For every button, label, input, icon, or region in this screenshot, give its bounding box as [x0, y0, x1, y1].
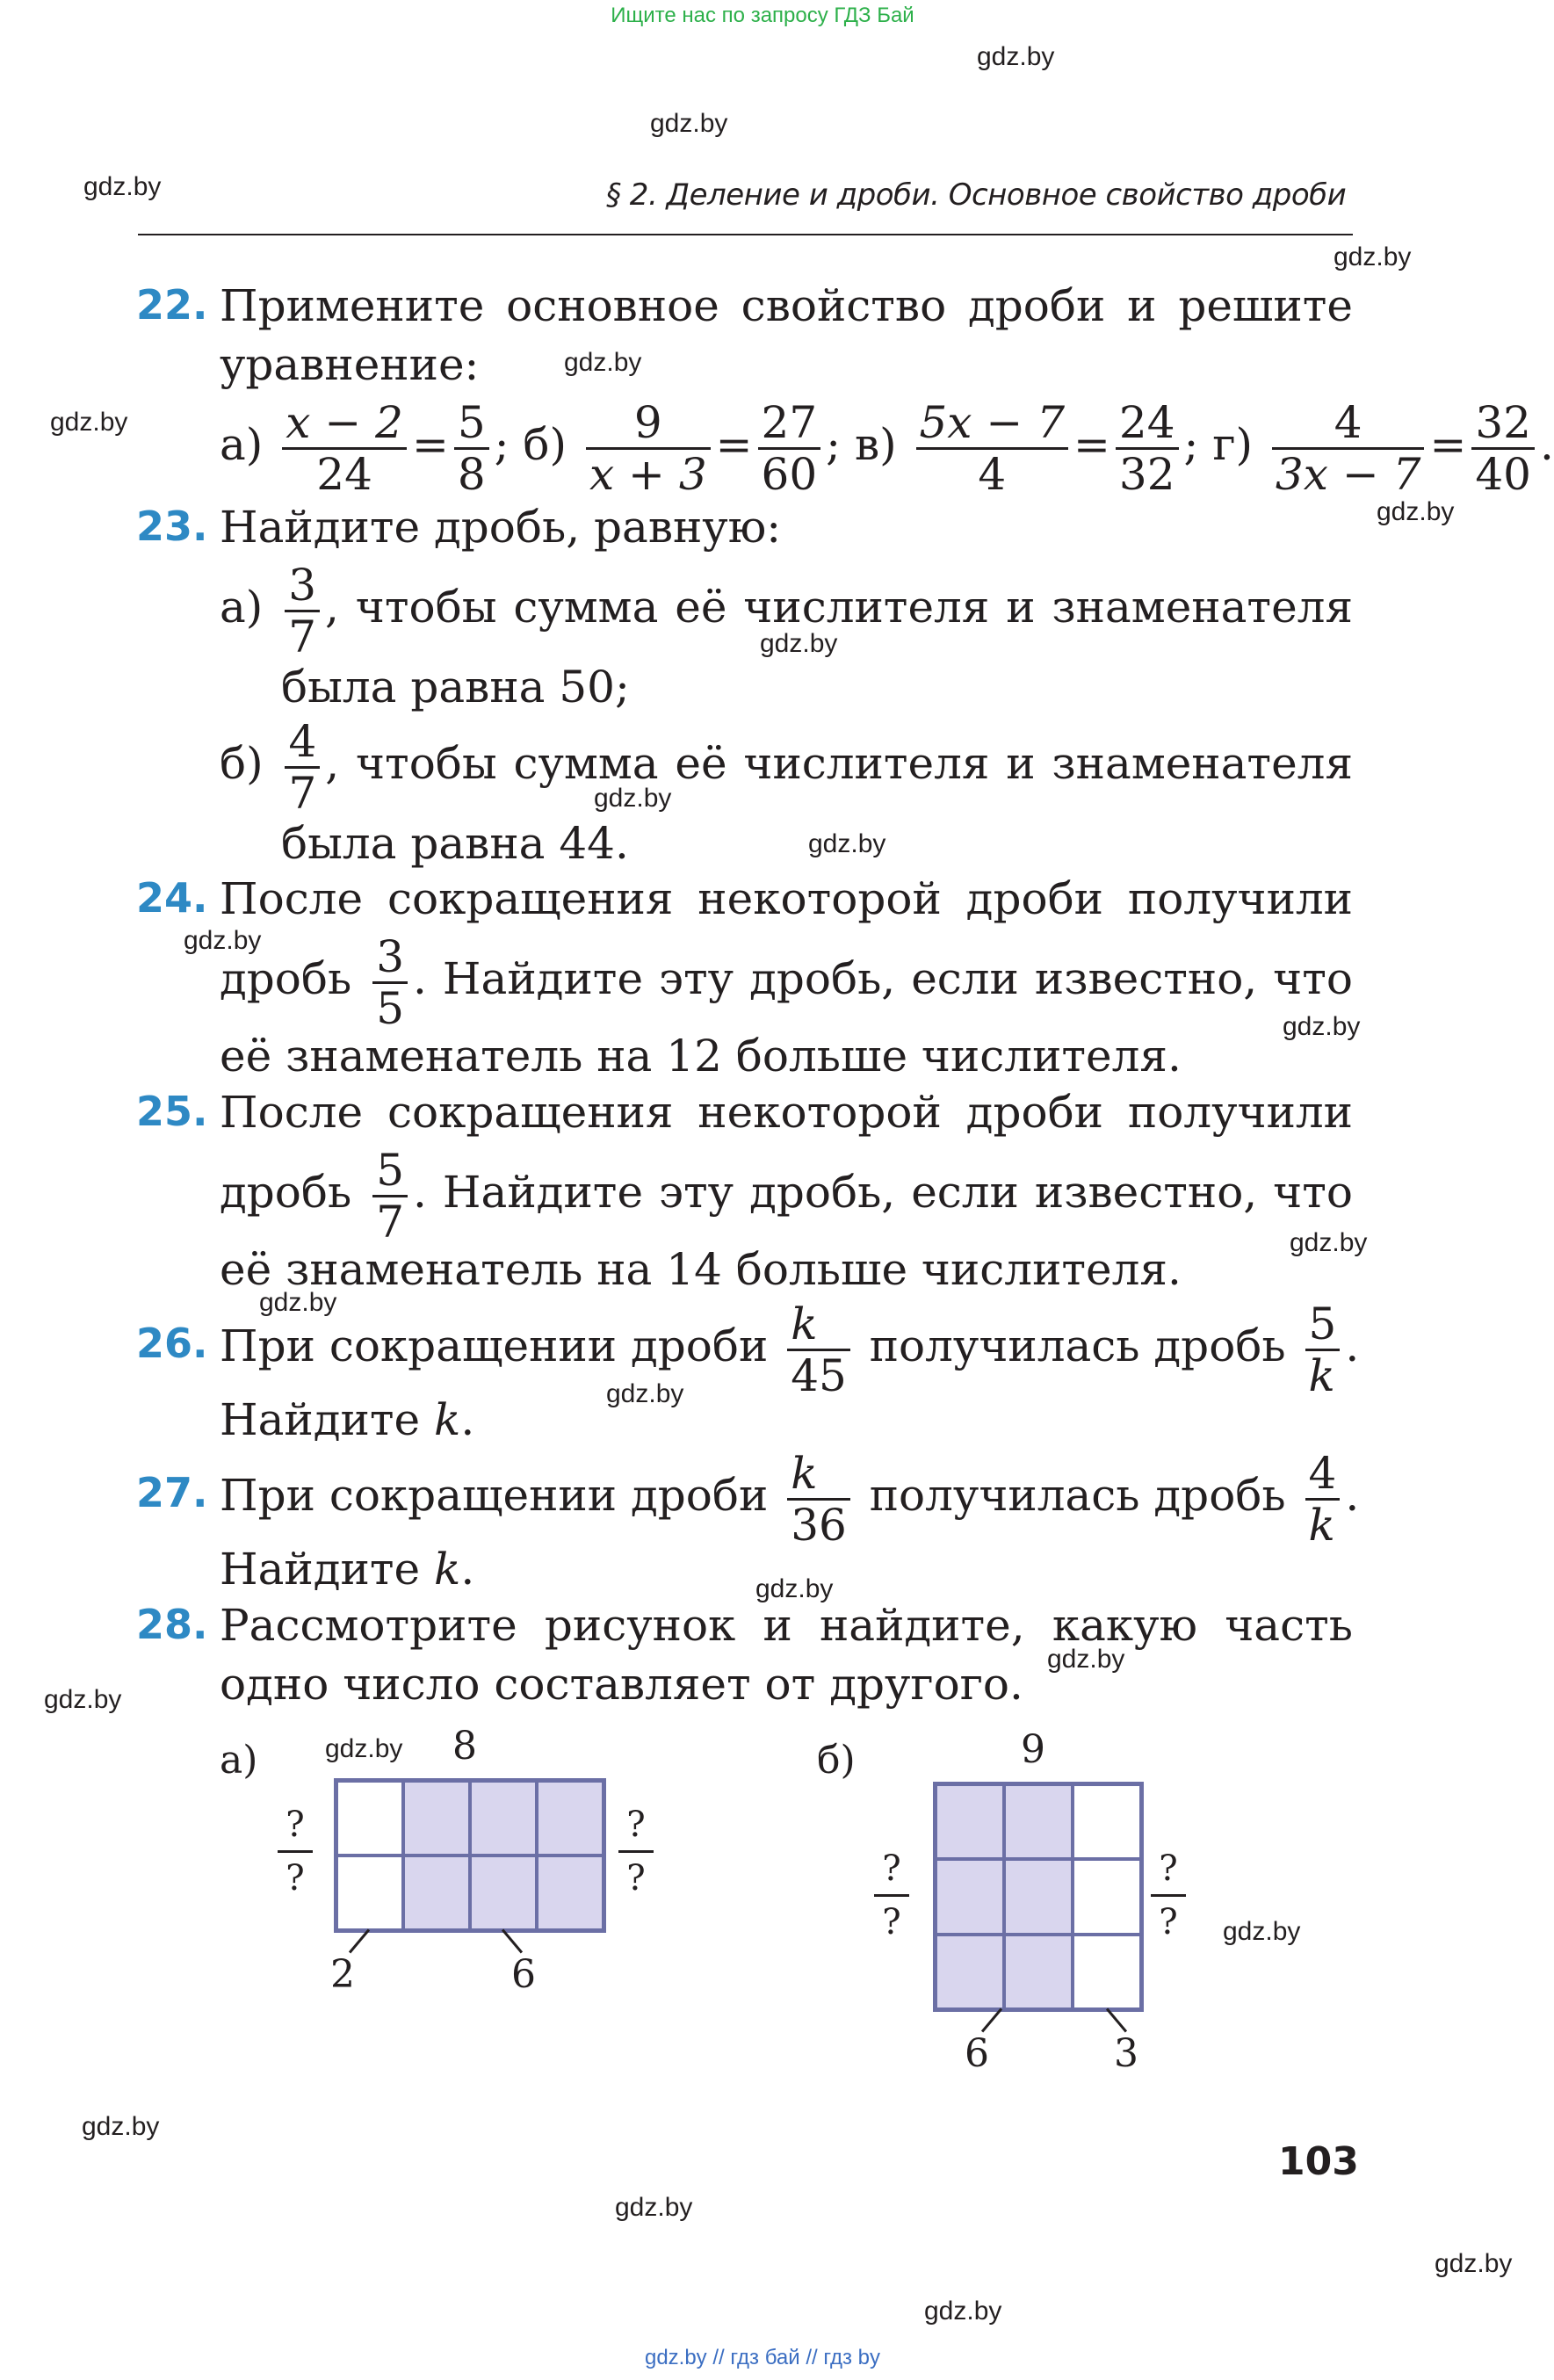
p23-a-line: а) $\frac{3}{7}$ , чтобы сумма её числителя и знаменателя: [220, 559, 1353, 662]
p27-line1: При сокращении дроби $\frac{k}{36}$ получилась дробь $\frac{4}{k}$ .: [220, 1447, 1360, 1551]
p23-b-line: б) $\frac{4}{7}$ , чтобы сумма её числителя и знаменателя: [220, 715, 1353, 819]
watermark: gdz.by: [325, 1734, 403, 1763]
p24-line1: После сокращения некоторой дроби получили: [220, 873, 1353, 924]
fraction: $\frac{3}{7}$: [285, 561, 320, 662]
fig-b-bottom-right: 3: [1114, 2031, 1138, 2076]
grid-cell-shaded: [1006, 1786, 1071, 1857]
fig-a-label: а): [220, 1738, 258, 1783]
top-link[interactable]: Ищите нас по запросу ГДЗ Бай: [611, 4, 914, 27]
bottom-links[interactable]: gdz.by // гдз бай // гдз by: [644, 2346, 881, 2369]
watermark: gdz.by: [184, 926, 262, 955]
fraction: $\frac{4}{7}$: [285, 717, 320, 818]
watermark: gdz.by: [1290, 1228, 1368, 1257]
grid-cell-shaded: [405, 1857, 468, 1928]
p28-line2: одно число составляет от другого.: [220, 1659, 1023, 1710]
p27-line2: Найдите k.: [220, 1544, 475, 1595]
watermark: gdz.by: [594, 784, 672, 813]
p24-line3: её знаменатель на 12 больше числителя.: [220, 1031, 1182, 1081]
fig-a-bottom-right: 6: [511, 1952, 536, 1997]
p22-label-a: а): [220, 419, 264, 470]
p25-line1: После сокращения некоторой дроби получили: [220, 1087, 1353, 1138]
fig-b-grid: [933, 1782, 1144, 2012]
fig-a-left-fraction: ? ?: [278, 1805, 313, 1899]
grid-cell-shaded: [472, 1857, 535, 1928]
grid-cell-shaded: [538, 1783, 602, 1854]
p23-a-line2: была равна 50;: [281, 662, 630, 713]
watermark: gdz.by: [808, 829, 886, 858]
fig-b-bottom-left: 6: [965, 2031, 989, 2076]
grid-cell-shaded: [538, 1857, 602, 1928]
fraction: $\frac{5x - 7}{4}$: [916, 398, 1069, 499]
fraction: $\frac{4}{k}$: [1305, 1449, 1341, 1550]
watermark: gdz.by: [650, 109, 728, 138]
fig-b-left-fraction: ? ?: [874, 1848, 909, 1942]
watermark: gdz.by: [1047, 1645, 1125, 1674]
grid-cell-shaded: [405, 1783, 468, 1854]
fig-a-right-fraction: ? ?: [618, 1805, 654, 1899]
grid-cell-empty: [1074, 1861, 1139, 1932]
fig-b-right-fraction: ? ?: [1151, 1848, 1186, 1942]
p26-line1: При сокращении дроби $\frac{k}{45}$ получилась дробь $\frac{5}{k}$ .: [220, 1298, 1360, 1401]
p24-line2: дробь $\frac{3}{5}$ . Найдите эту дробь, если известно, что: [220, 930, 1353, 1034]
page-header: § 2. Деление и дроби. Основное свойство дроби: [606, 177, 1347, 213]
grid-cell-empty: [338, 1783, 401, 1854]
fig-b-label: б): [817, 1738, 856, 1783]
header-rule: [138, 234, 1353, 235]
grid-cell-empty: [1074, 1936, 1139, 2007]
watermark: gdz.by: [83, 172, 162, 201]
problem-number-24: 24.: [136, 874, 208, 922]
fraction: $\frac{24}{32}$: [1116, 398, 1179, 499]
watermark: gdz.by: [755, 1574, 834, 1603]
fraction: $\frac{9}{x + 3}$: [586, 398, 711, 499]
watermark: gdz.by: [924, 2297, 1002, 2326]
watermark: gdz.by: [44, 1685, 122, 1714]
fig-a-grid: [334, 1778, 606, 1933]
p25-line2: дробь $\frac{5}{7}$ . Найдите эту дробь, если известно, что: [220, 1144, 1353, 1248]
fraction: $\frac{x - 2}{24}$: [282, 398, 407, 499]
p22-label-b: б): [523, 419, 567, 470]
p22-line1: Примените основное свойство дроби и решите: [220, 280, 1353, 331]
watermark: gdz.by: [760, 629, 838, 658]
fraction: $\frac{5}{k}$: [1305, 1299, 1341, 1400]
p25-line3: её знаменатель на 14 больше числителя.: [220, 1244, 1182, 1295]
grid-cell-shaded: [937, 1936, 1002, 2007]
p23-b-line2: была равна 44.: [281, 818, 629, 869]
fraction: $\frac{4}{3x - 7}$: [1272, 398, 1425, 499]
watermark: gdz.by: [82, 2112, 160, 2141]
watermark: gdz.by: [1223, 1917, 1301, 1946]
watermark: gdz.by: [1334, 242, 1412, 271]
fig-b-top-number: 9: [1021, 1727, 1045, 1772]
fraction: $\frac{5}{7}$: [372, 1146, 408, 1247]
grid-cell-empty: [1074, 1786, 1139, 1857]
p22-label-g: г): [1212, 419, 1254, 470]
fig-a-bottom-left: 2: [330, 1952, 355, 1997]
fraction: $\frac{32}{40}$: [1471, 398, 1535, 499]
p23-line1: Найдите дробь, равную:: [220, 502, 782, 553]
p26-line2: Найдите k.: [220, 1394, 475, 1445]
grid-cell-shaded: [1006, 1861, 1071, 1932]
p22-line2: уравнение:: [220, 339, 480, 390]
watermark: gdz.by: [1377, 497, 1455, 526]
fraction: $\frac{k}{45}$: [787, 1299, 850, 1400]
p28-line1: Рассмотрите рисунок и найдите, какую часть: [220, 1600, 1353, 1651]
fraction: $\frac{3}{5}$: [372, 932, 408, 1033]
watermark: gdz.by: [259, 1288, 337, 1317]
watermark: gdz.by: [1435, 2249, 1513, 2278]
watermark: gdz.by: [615, 2193, 693, 2222]
watermark: gdz.by: [1283, 1012, 1361, 1041]
grid-cell-shaded: [472, 1783, 535, 1854]
p22-equations: а) $\frac{x - 2}{24}$ = $\frac{5}{8}$ ; б) $\frac{9}{x + 3}$ = $\frac{27}{60}$ ; в) $\frac{5x - 7}{4}$ = $\frac{24}{32}$ ; г) $\frac{4}{3x - 7}$ = $\frac{32}{40}$ .: [220, 396, 1554, 500]
fraction: $\frac{5}{8}$: [454, 398, 489, 499]
grid-cell-empty: [338, 1857, 401, 1928]
problem-number-27: 27.: [136, 1469, 208, 1516]
problem-number-23: 23.: [136, 503, 208, 550]
grid-cell-shaded: [1006, 1936, 1071, 2007]
fig-a-top-number: 8: [452, 1724, 477, 1769]
grid-cell-shaded: [937, 1861, 1002, 1932]
watermark: gdz.by: [50, 408, 128, 437]
fraction: $\frac{k}{36}$: [787, 1449, 850, 1550]
watermark: gdz.by: [977, 42, 1055, 71]
fraction: $\frac{27}{60}$: [758, 398, 821, 499]
problem-number-26: 26.: [136, 1320, 208, 1367]
problem-number-25: 25.: [136, 1088, 208, 1135]
grid-cell-shaded: [937, 1786, 1002, 1857]
page-number: 103: [1278, 2139, 1359, 2184]
watermark: gdz.by: [606, 1379, 684, 1408]
problem-number-28: 28.: [136, 1601, 208, 1648]
p22-label-v: в): [854, 419, 897, 470]
problem-number-22: 22.: [136, 281, 208, 329]
watermark: gdz.by: [564, 348, 642, 377]
